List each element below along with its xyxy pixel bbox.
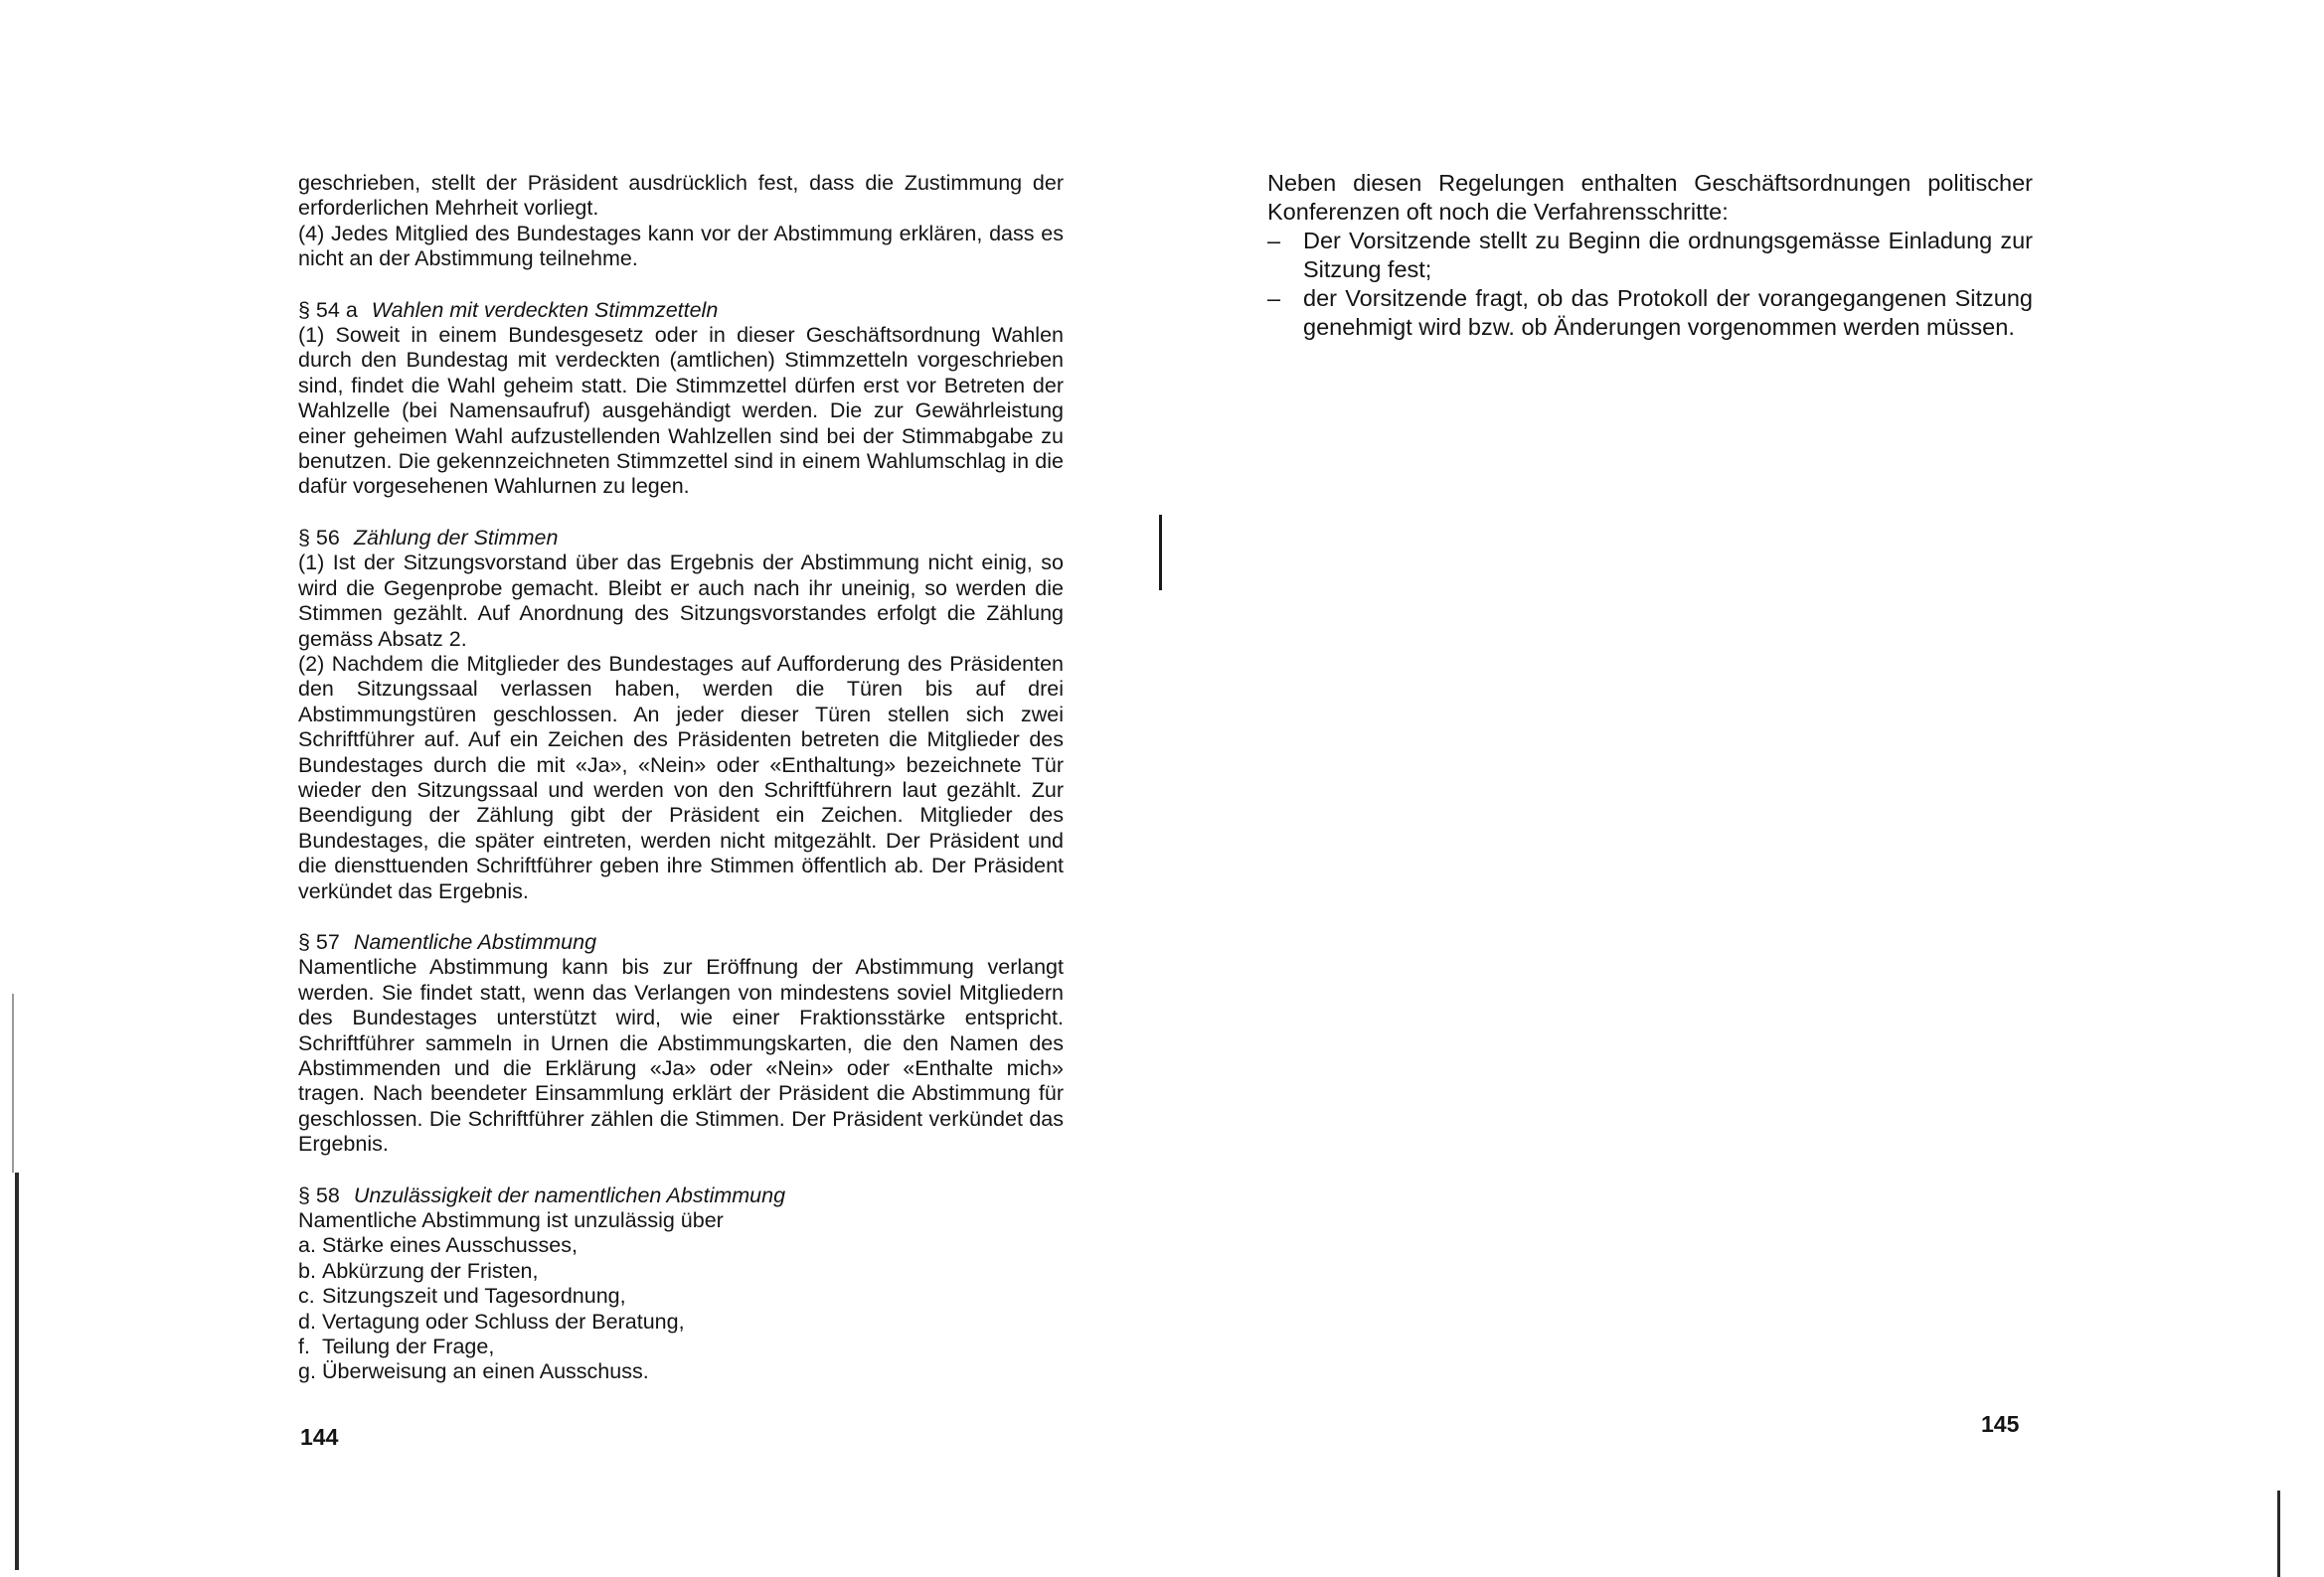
- section-heading: [298, 930, 1064, 955]
- list-item-text: Teilung der Frage,: [322, 1335, 495, 1359]
- page-number-right: 145: [1981, 1411, 2020, 1437]
- list-item: [298, 1335, 1064, 1359]
- section-heading: [298, 1183, 1064, 1208]
- list-marker: a.: [298, 1233, 316, 1258]
- list-item: [298, 1233, 1064, 1258]
- list-item-text: Sitzungszeit und Tagesordnung,: [322, 1284, 626, 1309]
- list-item-text: Der Vorsitzende stellt zu Beginn die ordnungsgemässe Einladung zur Sitzung fest;: [1303, 228, 2033, 282]
- right-scan-edge: [2277, 1491, 2280, 1577]
- list-item-text: Stärke eines Ausschusses,: [322, 1233, 578, 1258]
- intro-paragraph-2: (4) Jedes Mitglied des Bundestages kann vor der Abstimmung erklären, dass es nicht an der Abstimmung teilnehme.: [298, 221, 1064, 271]
- section-heading: [298, 526, 1064, 551]
- section-number: § 58: [298, 1183, 340, 1207]
- procedure-list: [1267, 227, 2033, 342]
- list-item-text: Abkürzung der Fristen,: [322, 1258, 539, 1283]
- list-marker: c.: [298, 1284, 315, 1309]
- list-marker: f.: [298, 1335, 310, 1359]
- list-marker: d.: [298, 1309, 316, 1334]
- left-scan-edge-faint: [12, 994, 14, 1173]
- section-56: [298, 526, 1064, 904]
- list-marker: b.: [298, 1258, 316, 1283]
- list-item: [298, 1284, 1064, 1309]
- section-58: [298, 1183, 1064, 1385]
- list-marker: g.: [298, 1359, 316, 1384]
- left-scan-edge: [15, 1173, 19, 1570]
- right-intro: Neben diesen Regelungen enthalten Geschäftsordnungen politischer Konferenzen oft noch die Verfahrensschritte:: [1267, 170, 2033, 225]
- section-title: Wahlen mit verdeckten Stimmzetteln: [371, 297, 719, 322]
- list-item: [1267, 284, 2033, 342]
- section-number: § 56: [298, 525, 340, 550]
- list-item: [1267, 227, 2033, 284]
- section-paragraph-2: (2) Nachdem die Mitglieder des Bundestages auf Aufforderung des Präsidenten den Sitzungssaal verlassen haben, werden die Türen bis auf drei Abstimmungstüren geschlossen. An jeder dieser Türen stellen sich zwei Schriftführer auf. Auf ein Zeichen des Präsidenten betreten die Mitglieder des Bundestages durch die mit «Ja», «Nein» oder «Enthaltung» bezeichnete Tür wieder den Sitzungssaal und werden von den Schriftführern laut gezählt. Zur Beendigung der Zählung gibt der Präsident ein Zeichen. Mitglieder des Bundestages, die später eintreten, werden nicht mitgezählt. Der Präsident und die diensttuenden Schriftführer geben ihre Stimmen öffentlich ab. Der Präsident verkündet das Ergebnis.: [298, 651, 1064, 903]
- section-heading: [298, 298, 1064, 323]
- section-number: § 54 a: [298, 297, 358, 322]
- section-title: Namentliche Abstimmung: [353, 929, 597, 954]
- page-number-left: 144: [300, 1424, 339, 1450]
- right-page: [1267, 169, 2033, 342]
- section-54a: [298, 298, 1064, 500]
- left-page: [298, 171, 1064, 1411]
- list-dash: –: [1267, 285, 1281, 311]
- section-paragraph-1: (1) Ist der Sitzungsvorstand über das Ergebnis der Abstimmung nicht einig, so wird die Gegenprobe gemacht. Bleibt er auch nach ihr uneinig, so werden die Stimmen gezählt. Auf Anordnung des Sitzungsvorstandes erfolgt die Zählung gemäss Absatz 2.: [298, 551, 1064, 651]
- list-item-text: der Vorsitzende fragt, ob das Protokoll der vorangegangenen Sitzung genehmigt wird bzw. ob Änderungen vorgenommen werden müssen.: [1303, 285, 2033, 340]
- list-item-text: Überweisung an einen Ausschuss.: [322, 1359, 649, 1384]
- section-title: Unzulässigkeit der namentlichen Abstimmung: [353, 1183, 786, 1207]
- section-text: Namentliche Abstimmung kann bis zur Eröffnung der Abstimmung verlangt werden. Sie findet statt, wenn das Verlangen von mindestens soviel Mitgliedern des Bundestages unterstützt wird, wie einer Fraktionsstärke entspricht. Schriftführer sammeln in Urnen die Abstimmungskarten, die den Namen des Abstimmenden und die Erklärung «Ja» oder «Nein» oder «Enthalte mich» tragen. Nach beendeter Einsammlung erklärt der Präsident die Abstimmung für geschlossen. Die Schriftführer zählen die Stimmen. Der Präsident verkündet das Ergebnis.: [298, 955, 1064, 1157]
- list-item: [298, 1259, 1064, 1284]
- section-title: Zählung der Stimmen: [353, 525, 559, 550]
- section-text: (1) Soweit in einem Bundesgesetz oder in dieser Geschäftsordnung Wahlen durch den Bundestag mit verdeckten (amtlichen) Stimmzetteln vorgeschrieben sind, findet die Wahl geheim statt. Die Stimmzettel dürfen erst vor Betreten der Wahlzelle (bei Namensaufruf) ausgehändigt werden. Die zur Gewährleistung einer geheimen Wahl aufzustellenden Wahlzellen sind bei der Stimmabgabe zu benutzen. Die gekennzeichneten Stimmzettel sind in einem Wahlumschlag in die dafür vorgesehenen Wahlurnen zu legen.: [298, 323, 1064, 499]
- intro-paragraph-1: geschrieben, stellt der Präsident ausdrücklich fest, dass die Zustimmung der erforderlichen Mehrheit vorliegt.: [298, 171, 1064, 221]
- list-dash: –: [1267, 228, 1281, 253]
- section-57: [298, 930, 1064, 1158]
- list-item: [298, 1310, 1064, 1335]
- exclusion-list: [298, 1233, 1064, 1384]
- section-intro: Namentliche Abstimmung ist unzulässig über: [298, 1208, 724, 1233]
- section-number: § 57: [298, 929, 340, 954]
- gutter-mark: [1159, 515, 1162, 590]
- list-item: [298, 1359, 1064, 1384]
- intro-block: [298, 171, 1064, 272]
- list-item-text: Vertagung oder Schluss der Beratung,: [322, 1309, 685, 1334]
